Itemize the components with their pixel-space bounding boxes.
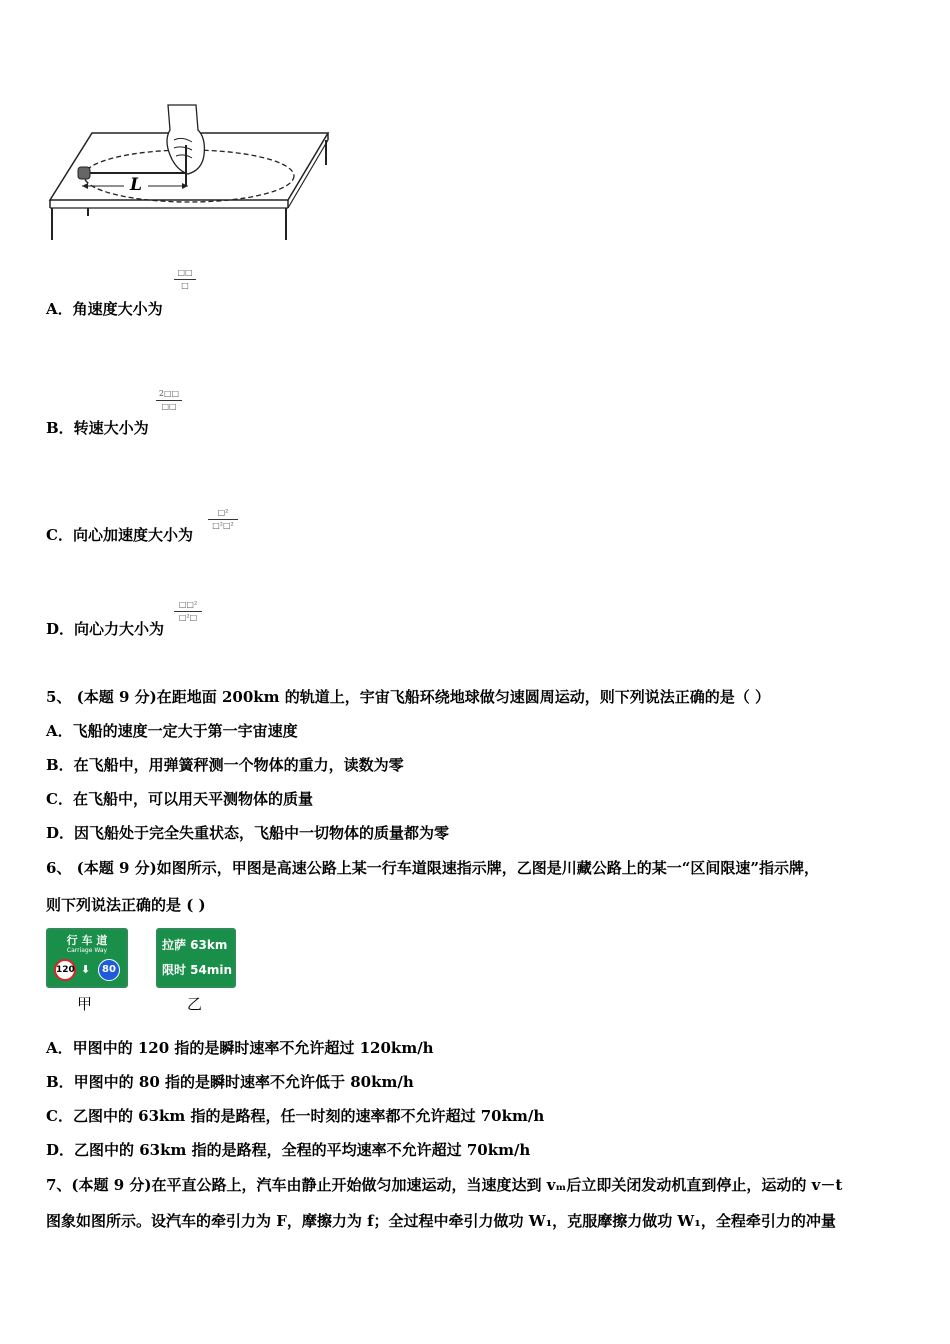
q7-stem-line2: 图象如图所示。设汽车的牵引力为 F，摩擦力为 f；全过程中牵引力做功 W₁，克服摩擦力做功 W₁，全程牵引力的冲量: [46, 1212, 836, 1230]
table-illustration: [46, 100, 336, 245]
length-label: L: [130, 175, 142, 195]
sign-yi-line1: 拉萨 63km: [162, 938, 228, 952]
q4-option-d[interactable]: D．向心力大小为: [46, 620, 165, 638]
q5-stem: 5、 (本题 9 分)在距地面 200km 的轨道上，宇宙飞船环绕地球做匀速圆周运动，则下列说法正确的是（ ）: [46, 688, 770, 706]
q4-option-a[interactable]: A．角速度大小为: [46, 300, 163, 318]
q5-option-d[interactable]: D．因飞船处于完全失重状态，飞船中一切物体的质量都为零: [46, 824, 450, 842]
q6-option-c[interactable]: C．乙图中的 63km 指的是路程，任一时刻的速率都不允许超过 70km/h: [46, 1107, 545, 1125]
fraction-b: 2□□ □□: [156, 389, 182, 412]
q6-option-a[interactable]: A．甲图中的 120 指的是瞬时速率不允许超过 120km/h: [46, 1039, 434, 1057]
q4-option-b[interactable]: B．转速大小为: [46, 419, 149, 437]
sign-yi-line2: 限时 54min: [162, 963, 233, 977]
caption-jia: 甲: [77, 995, 93, 1013]
fraction-d: □□² □²□: [174, 600, 202, 623]
table-figure: [46, 100, 336, 245]
q5-option-c[interactable]: C．在飞船中，可以用天平测物体的质量: [46, 790, 313, 808]
fraction-c: □² □²□²: [208, 508, 238, 531]
q5-option-a[interactable]: A．飞船的速度一定大于第一宇宙速度: [46, 722, 298, 740]
speed-limit-sign-jia: [46, 928, 128, 988]
q7-stem-line1: 7、(本题 9 分)在平直公路上，汽车由静止开始做匀加速运动，当速度达到 vₘ后立即关闭发动机直到停止，运动的 v－t: [46, 1176, 843, 1194]
section-limit-sign-yi: [156, 928, 236, 988]
q6-stem-line1: 6、 (本题 9 分)如图所示，甲图是高速公路上某一行车道限速指示牌，乙图是川藏公路上的某一“区间限速”指示牌，: [46, 859, 819, 877]
caption-yi: 乙: [187, 995, 203, 1013]
fraction-a: □□ □: [174, 268, 196, 291]
min-speed-badge: 80: [98, 959, 120, 981]
sign-jia-subtitle: Carriage Way: [66, 947, 108, 954]
down-arrow-icon: ⬇: [81, 963, 91, 976]
q6-option-d[interactable]: D．乙图中的 63km 指的是路程，全程的平均速率不允许超过 70km/h: [46, 1141, 531, 1159]
max-speed-badge: 120: [54, 959, 76, 981]
q6-stem-line2: 则下列说法正确的是 ( ): [46, 896, 206, 914]
q6-option-b[interactable]: B．甲图中的 80 指的是瞬时速率不允许低于 80km/h: [46, 1073, 414, 1091]
q5-option-b[interactable]: B．在飞船中，用弹簧秤测一个物体的重力，读数为零: [46, 756, 404, 774]
q4-option-c[interactable]: C．向心加速度大小为: [46, 526, 193, 544]
sign-jia-title: 行 车 道: [66, 934, 108, 947]
